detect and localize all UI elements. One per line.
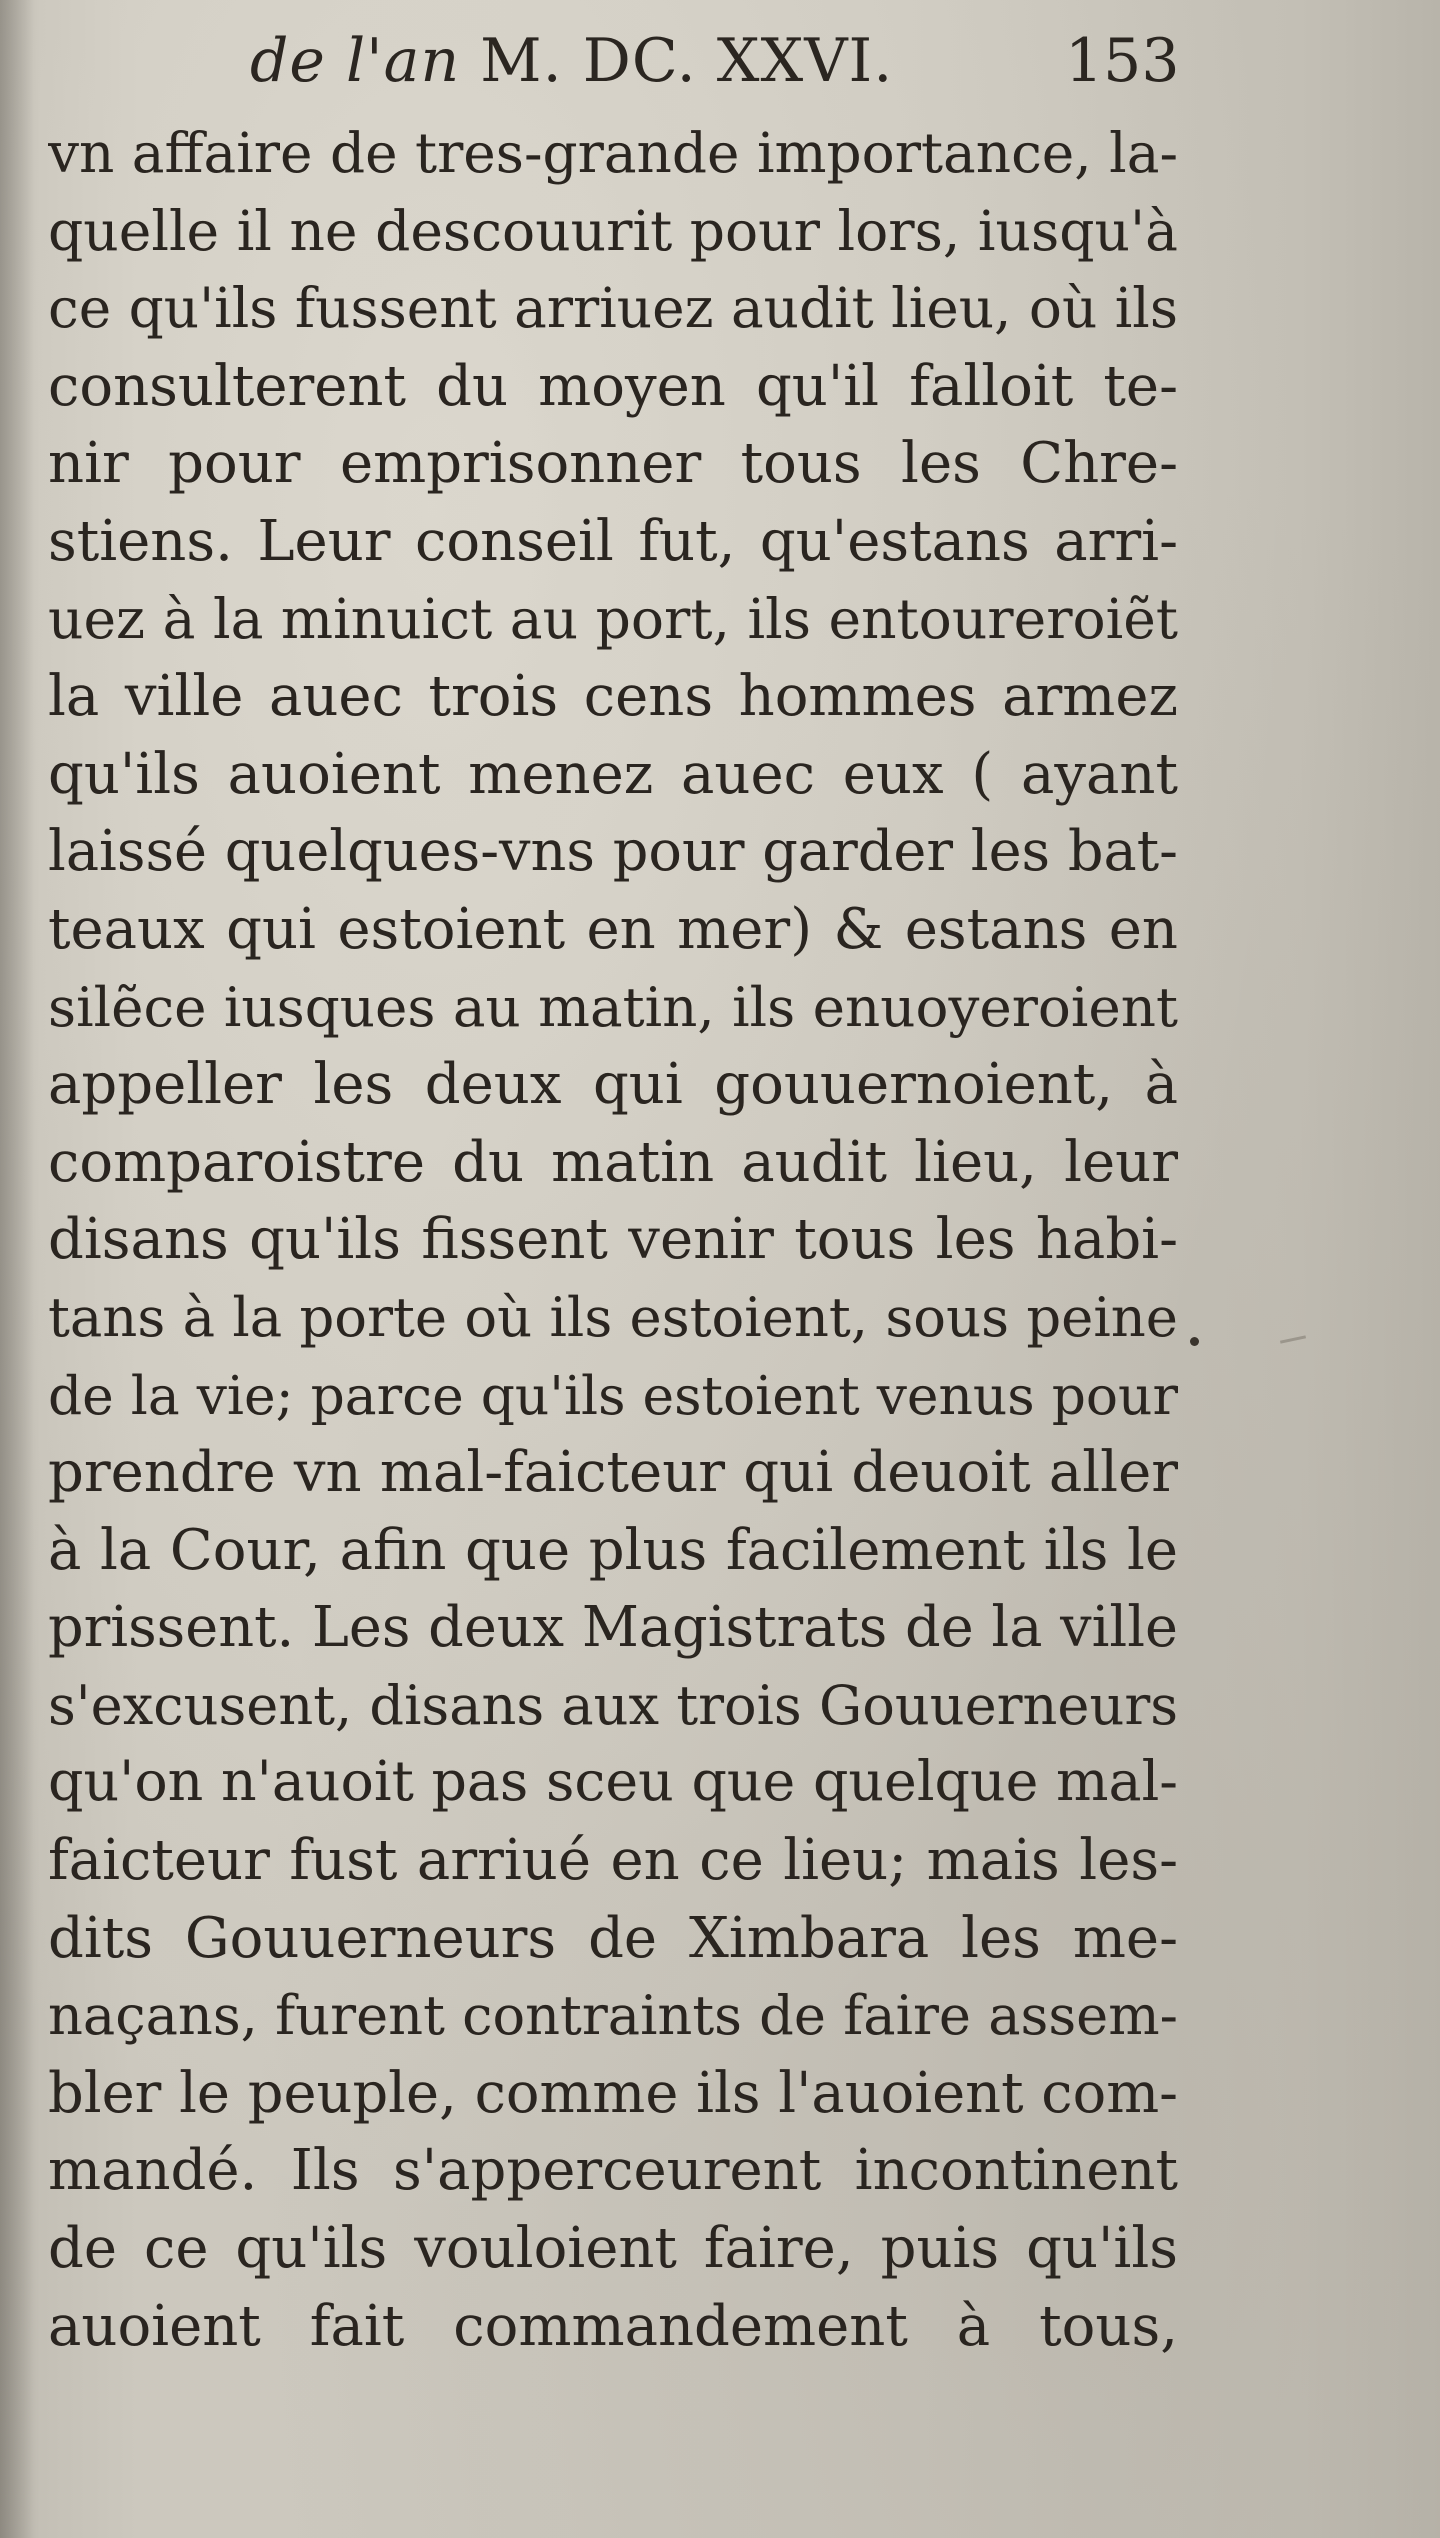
text-line: bler le peuple, comme ils l'auoient com- — [48, 2060, 1178, 2126]
text-line: prendre vn mal-faicteur qui deuoit aller — [48, 1440, 1178, 1506]
text-line: auoient fait commandement à tous, — [48, 2293, 1178, 2359]
text-line: consulterent du moyen qu'il falloit te- — [48, 353, 1178, 419]
text-line: naçans, furent contraints de faire assem- — [48, 1984, 1178, 2048]
text-line: qu'ils auoient menez auec eux ( ayant — [48, 741, 1178, 807]
page-gutter-shadow — [0, 0, 34, 2538]
text-line: de la vie; parce qu'ils estoient venus pour — [48, 1363, 1178, 1427]
text-line: la ville auec trois cens hommes armez — [48, 664, 1178, 730]
text-line: silẽce iusques au matin, ils enuoyeroient — [48, 974, 1178, 1039]
text-line: disans qu'ils fissent venir tous les habi- — [48, 1207, 1178, 1273]
text-line: dits Gouuerneurs de Ximbara les me- — [48, 1905, 1178, 1971]
body-text — [48, 115, 1178, 2365]
margin-faint-mark — [1280, 1335, 1306, 1343]
text-line: ce qu'ils fussent arriuez audit lieu, où ils — [48, 276, 1178, 341]
text-line: de ce qu'ils vouloient faire, puis qu'ils — [48, 2216, 1178, 2282]
text-line: stiens. Leur conseil fut, qu'estans arri- — [48, 508, 1178, 574]
text-line: laissé quelques-vns pour garder les bat- — [48, 819, 1178, 885]
page-number: 153 — [1065, 26, 1180, 96]
running-head-title — [250, 26, 893, 96]
text-line: mandé. Ils s'apperceurent incontinent — [48, 2138, 1178, 2204]
text-line: uez à la minuict au port, ils entoureroiẽt — [48, 586, 1178, 651]
text-line: teaux qui estoient en mer) & estans en — [48, 896, 1178, 962]
text-line: nir pour emprisonner tous les Chre- — [48, 431, 1178, 497]
text-line: à la Cour, afin que plus facilement ils le — [48, 1517, 1178, 1583]
running-head — [250, 26, 1180, 116]
text-line: appeller les deux qui gouuernoient, à — [48, 1052, 1178, 1118]
text-line: comparoistre du matin audit lieu, leur — [48, 1129, 1178, 1195]
running-head-year: M. DC. XXVI. — [480, 26, 894, 96]
text-line: qu'on n'auoit pas sceu que quelque mal- — [48, 1750, 1178, 1815]
text-line: vn affaire de tres-grande importance, la- — [48, 121, 1178, 185]
text-line: s'excusent, disans aux trois Gouuerneurs — [48, 1673, 1178, 1737]
running-head-prefix: de l'an — [250, 26, 461, 96]
text-line: prissent. Les deux Magistrats de la ville — [48, 1595, 1178, 1661]
text-line: quelle il ne descouurit pour lors, iusqu'à — [48, 198, 1178, 263]
text-line: tans à la porte où ils estoient, sous peine — [48, 1284, 1178, 1349]
margin-ink-dot — [1190, 1337, 1199, 1346]
text-line: faicteur fust arriué en ce lieu; mais les- — [48, 1828, 1178, 1894]
